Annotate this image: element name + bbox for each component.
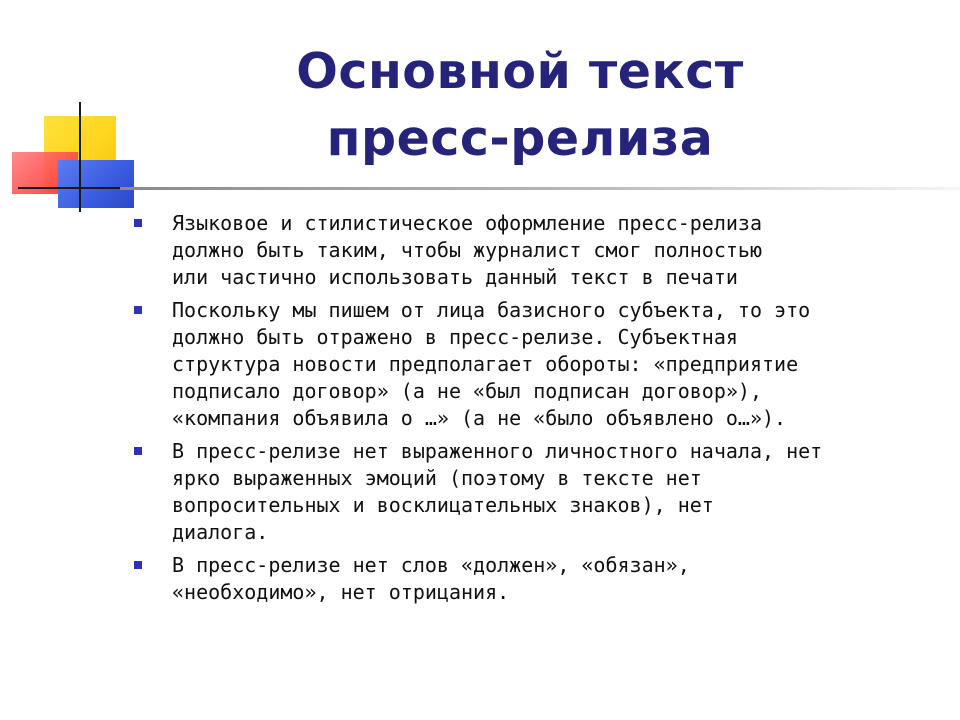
bullet-item — [134, 438, 934, 546]
square-bullet-icon — [134, 219, 142, 227]
slide-title-line-1: Основной текст — [296, 43, 744, 100]
square-bullet-icon — [134, 447, 142, 455]
bullet-text: Языковое и стилистическое оформление пресс-релиза должно быть таким, чтобы журналист смог полностью или частично использовать данный текст в печати — [172, 211, 763, 289]
bullet-item — [134, 297, 934, 432]
square-bullet-icon — [134, 306, 142, 314]
bullet-text: Поскольку мы пишем от лица базисного субъекта, то это должно быть отражено в пресс-релизе. Субъектная структура новости предполагает обороты: «предприятие подписало договор» (а не «был подписан договор»), «компания объявила о …» (а не «было объявлено о…»). — [172, 298, 811, 430]
square-bullet-icon — [134, 561, 142, 569]
blue-square — [58, 160, 134, 208]
bullet-item — [134, 210, 934, 291]
slide-title-line-2: пресс-релиза — [326, 110, 714, 167]
decoration-vertical-line — [79, 102, 81, 212]
slide-title — [230, 38, 810, 172]
bullet-list — [134, 210, 934, 612]
bullet-text: В пресс-релизе нет слов «должен», «обязан», «необходимо», нет отрицания. — [172, 553, 690, 604]
title-underline-rule — [120, 187, 960, 190]
bullet-text: В пресс-релизе нет выраженного личностного начала, нет ярко выраженных эмоций (поэтому в тексте нет вопросительных и восклицательных знаков), нет диалога. — [172, 439, 823, 544]
bullet-item — [134, 552, 934, 606]
